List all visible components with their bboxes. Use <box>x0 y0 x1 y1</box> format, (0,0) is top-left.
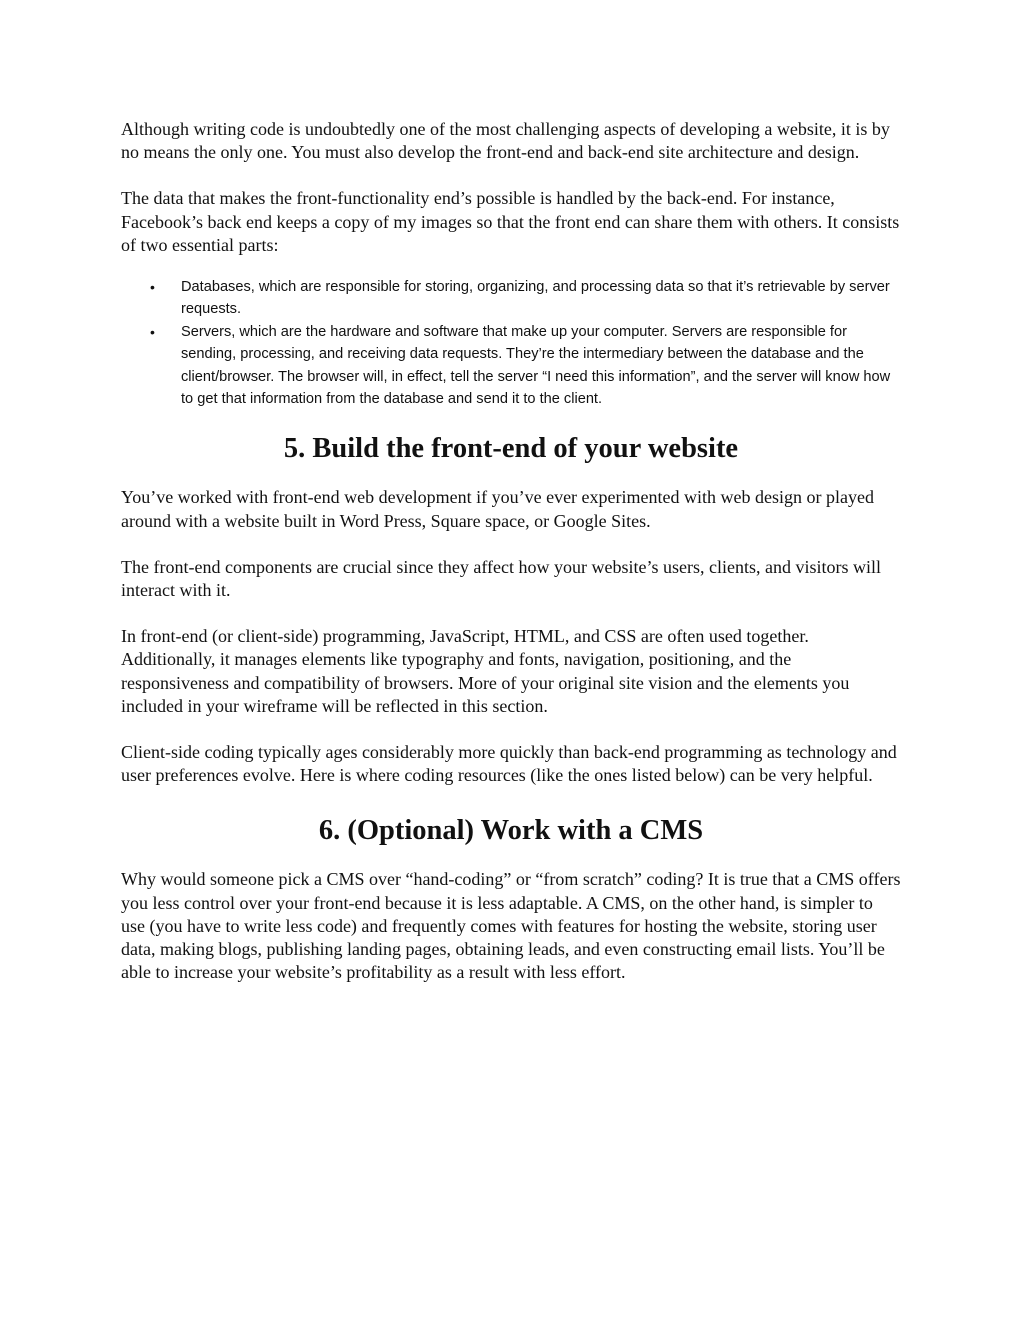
section-5-paragraph-3: In front-end (or client-side) programming, JavaScript, HTML, and CSS are often used together. Additionally, it manages elements like typography and fonts, navigation, positioning, and the responsiveness and compatibility of browsers. More of your original site vision and the elements you included in your wireframe will be reflected in this section. <box>121 626 850 716</box>
bullet-icon: • <box>150 323 155 340</box>
bullet-icon: • <box>150 279 155 296</box>
intro-paragraph-1: Although writing code is undoubtedly one of the most challenging aspects of developing a website, it is by no means the only one. You must also develop the front-end and back-end site architecture and design. <box>121 119 890 163</box>
back-end-parts-list <box>121 276 901 410</box>
section-5-paragraph-1: You’ve worked with front-end web development if you’ve ever experimented with web design or played around with a website built in Word Press, Square space, or Google Sites. <box>121 487 874 531</box>
section-5-paragraph-4: Client-side coding typically ages considerably more quickly than back-end programming as technology and user preferences evolve. Here is where coding resources (like the ones listed below) can be very helpful. <box>121 742 897 786</box>
list-item-text: Databases, which are responsible for storing, organizing, and processing data so that it’s retrievable by server requests. <box>181 279 890 318</box>
intro-paragraph-2: The data that makes the front-functionality end’s possible is handled by the back-end. For instance, Facebook’s back end keeps a copy of my images so that the front end can share them with others. It consists of two essential parts: <box>121 188 900 255</box>
list-item-text: Servers, which are the hardware and software that make up your computer. Servers are responsible for sending, processing, and receiving data requests. They’re the intermediary between the database and the client/browser. The browser will, in effect, tell the server “I need this information”, and the server will know how to get that information from the database and send it to the client. <box>181 323 891 408</box>
list-item-databases <box>121 276 901 321</box>
section-6-heading: 6. (Optional) Work with a CMS <box>318 815 704 847</box>
list-item-servers <box>121 321 901 411</box>
section-6-paragraph-1: Why would someone pick a CMS over “hand-coding” or “from scratch” coding? It is true that a CMS offers you less control over your front-end because it is less adaptable. A CMS, on the other hand, is simpler to use (you have to write less code) and frequently comes with features for hosting the website, storing user data, making blogs, publishing landing pages, obtaining leads, and even constructing email lists. You’ll be able to increase your website’s profitability as a result with less effort. <box>121 869 901 983</box>
section-5-heading: 5. Build the front-end of your website <box>283 433 739 465</box>
section-5-paragraph-2: The front-end components are crucial since they affect how your website’s users, clients, and visitors will interact with it. <box>121 556 881 601</box>
document-page <box>121 118 901 1008</box>
